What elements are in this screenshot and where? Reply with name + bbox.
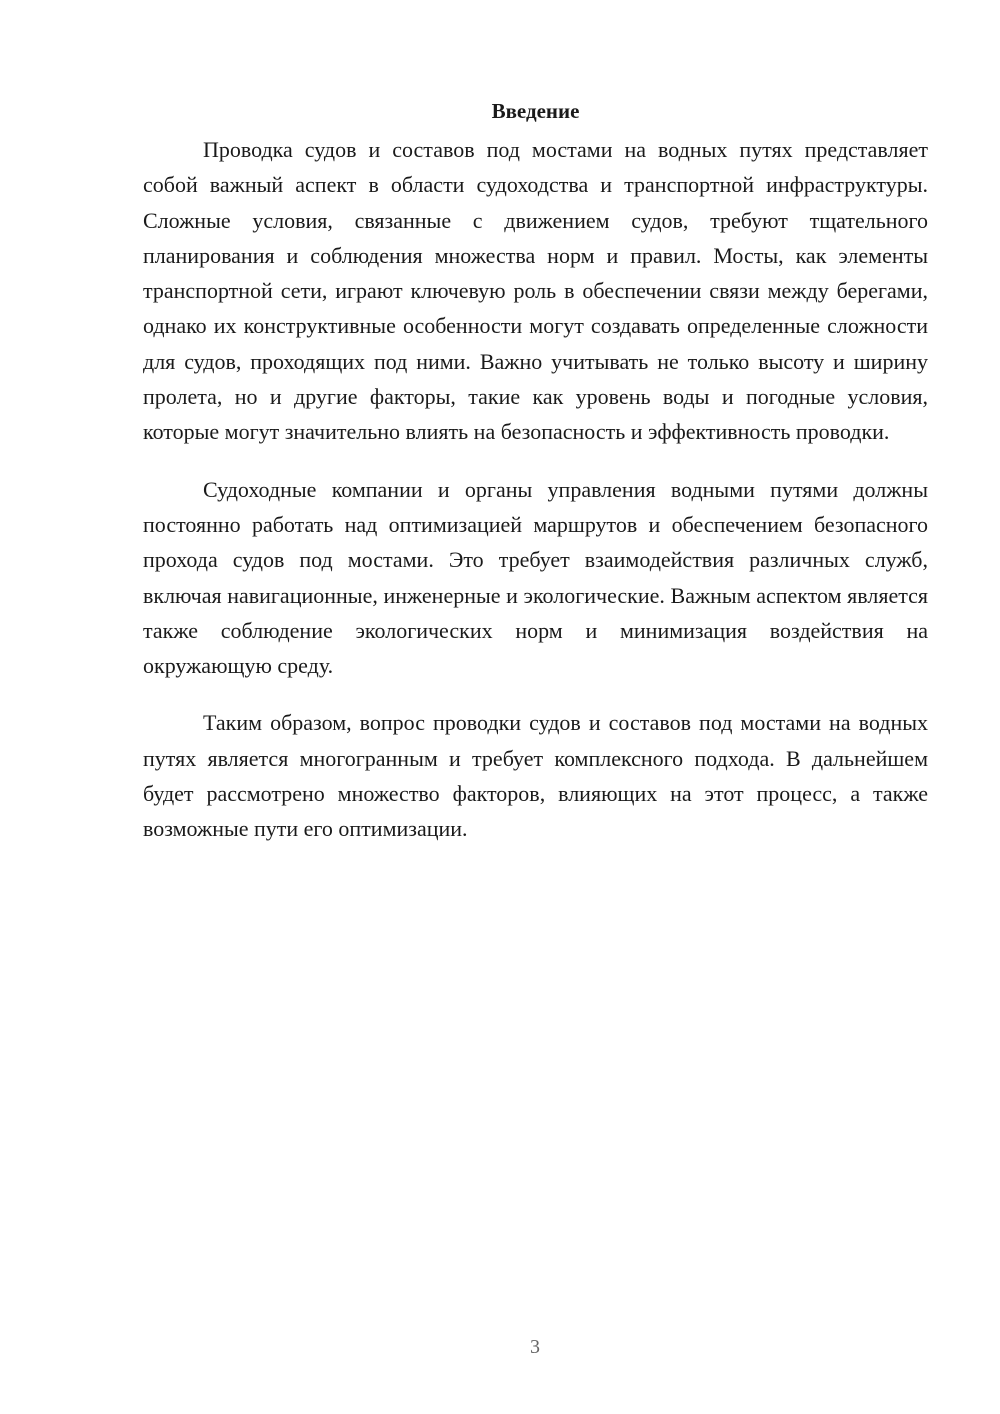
section-heading: Введение bbox=[491, 99, 580, 123]
paragraph-2: Судоходные компании и органы управления водными путями должны постоянно работать над оптимизацией маршрутов и обеспечением безопасного прохода судов под мостами. Это требует взаимодействия различных служб, включая навигационные, инженерные и экологические. Важным аспектом является также соблюдение экологических норм и минимизация воздействия на окружающую среду. bbox=[143, 476, 928, 679]
paragraph-1: Проводка судов и составов под мостами на водных путях представляет собой важный аспект в области судоходства и транспортной инфраструктуры. Сложные условия, связанные с движением судов, требуют тщательного планирования и соблюдения множества норм и правил. Мосты, как элементы транспортной сети, играют ключевую роль в обеспечении связи между берегами, однако их конструктивные особенности могут создавать определенные сложности для судов, проходящих под ними. Важно учитывать не только высоту и ширину пролета, но и другие факторы, такие как уровень воды и погодные условия, которые могут значительно влиять на безопасность и эффективность проводки. bbox=[143, 137, 928, 445]
page-number: 3 bbox=[530, 1336, 540, 1358]
paragraph-3: Таким образом, вопрос проводки судов и составов под мостами на водных путях является многогранным и требует комплексного подхода. В дальнейшем будет рассмотрено множество факторов, влияющих на этот процесс, а также возможные пути его оптимизации. bbox=[143, 710, 928, 842]
page-content bbox=[143, 96, 928, 869]
